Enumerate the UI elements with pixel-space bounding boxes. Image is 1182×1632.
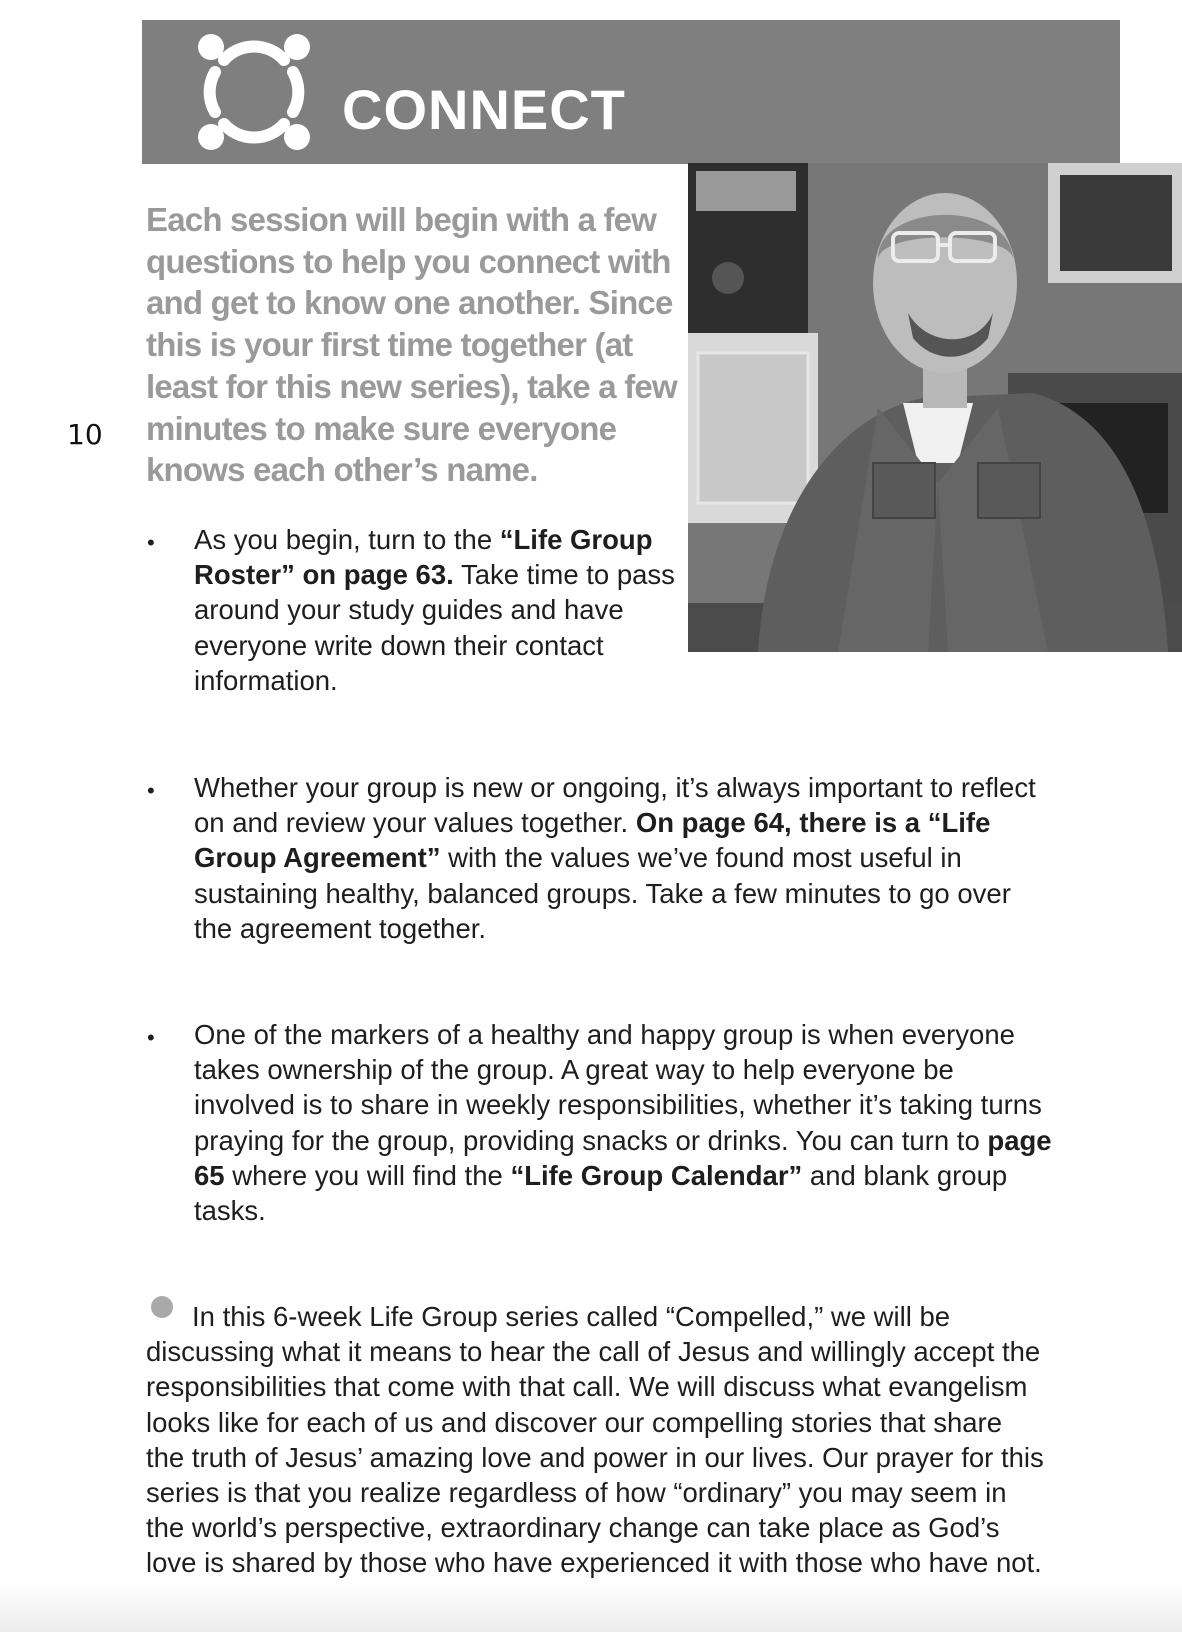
bullet-icon: • <box>147 1025 155 1050</box>
photo-illustration <box>688 163 1182 652</box>
page-number: 10 <box>67 418 103 451</box>
intro-paragraph: Each session will begin with a few questions to help you connect with and get to know one another. Since this is your first time together (at least for this new series), take a few minutes to make sure everyone knows each other’s name. <box>146 201 677 489</box>
bullet-text: One of the markers of a healthy and happy group is when everyone takes ownership of the group. A great way to help everyone be involved is to share in weekly responsibilities, whether it’s taking turns praying for the group, providing snacks or drinks. You can turn to page 65 where you will find the “Life Group Calendar” and blank group tasks. <box>194 1019 1052 1227</box>
connect-header-band <box>142 20 1120 164</box>
bullet-icon: • <box>147 778 155 803</box>
closing-paragraph: In this 6-week Life Group series called “Compelled,” we will be discussing what it means to hear the call of Jesus and willingly accept the responsibilities that come with that call. We will discuss what evangelism looks like for each of us and discover our compelling stories that share the truth of Jesus’ amazing love and power in our lives. Our prayer for this series is that you realize regardless of how “ordinary” you may seem in the world’s perspective, extraordinary change can take place as God’s love is shared by those who have experienced it with those who have not. <box>146 1301 1044 1579</box>
section-title: CONNECT <box>342 78 626 141</box>
connect-circle-people-icon <box>194 30 314 154</box>
bullet-text: Whether your group is new or ongoing, it’s always important to reflect on and review your values together. On page 64, there is a “Life Group Agreement” with the values we’ve found most useful in sustaining healthy, balanced groups. Take a few minutes to go over the agreement together. <box>194 772 1036 944</box>
bullet-icon: • <box>147 530 155 555</box>
man-smiling-photo <box>688 163 1182 652</box>
page-bottom-shade <box>0 1582 1182 1632</box>
bullet-text: As you begin, turn to the “Life Group Roster” on page 63. Take time to pass around your study guides and have everyone write down their contact information. <box>194 524 675 696</box>
